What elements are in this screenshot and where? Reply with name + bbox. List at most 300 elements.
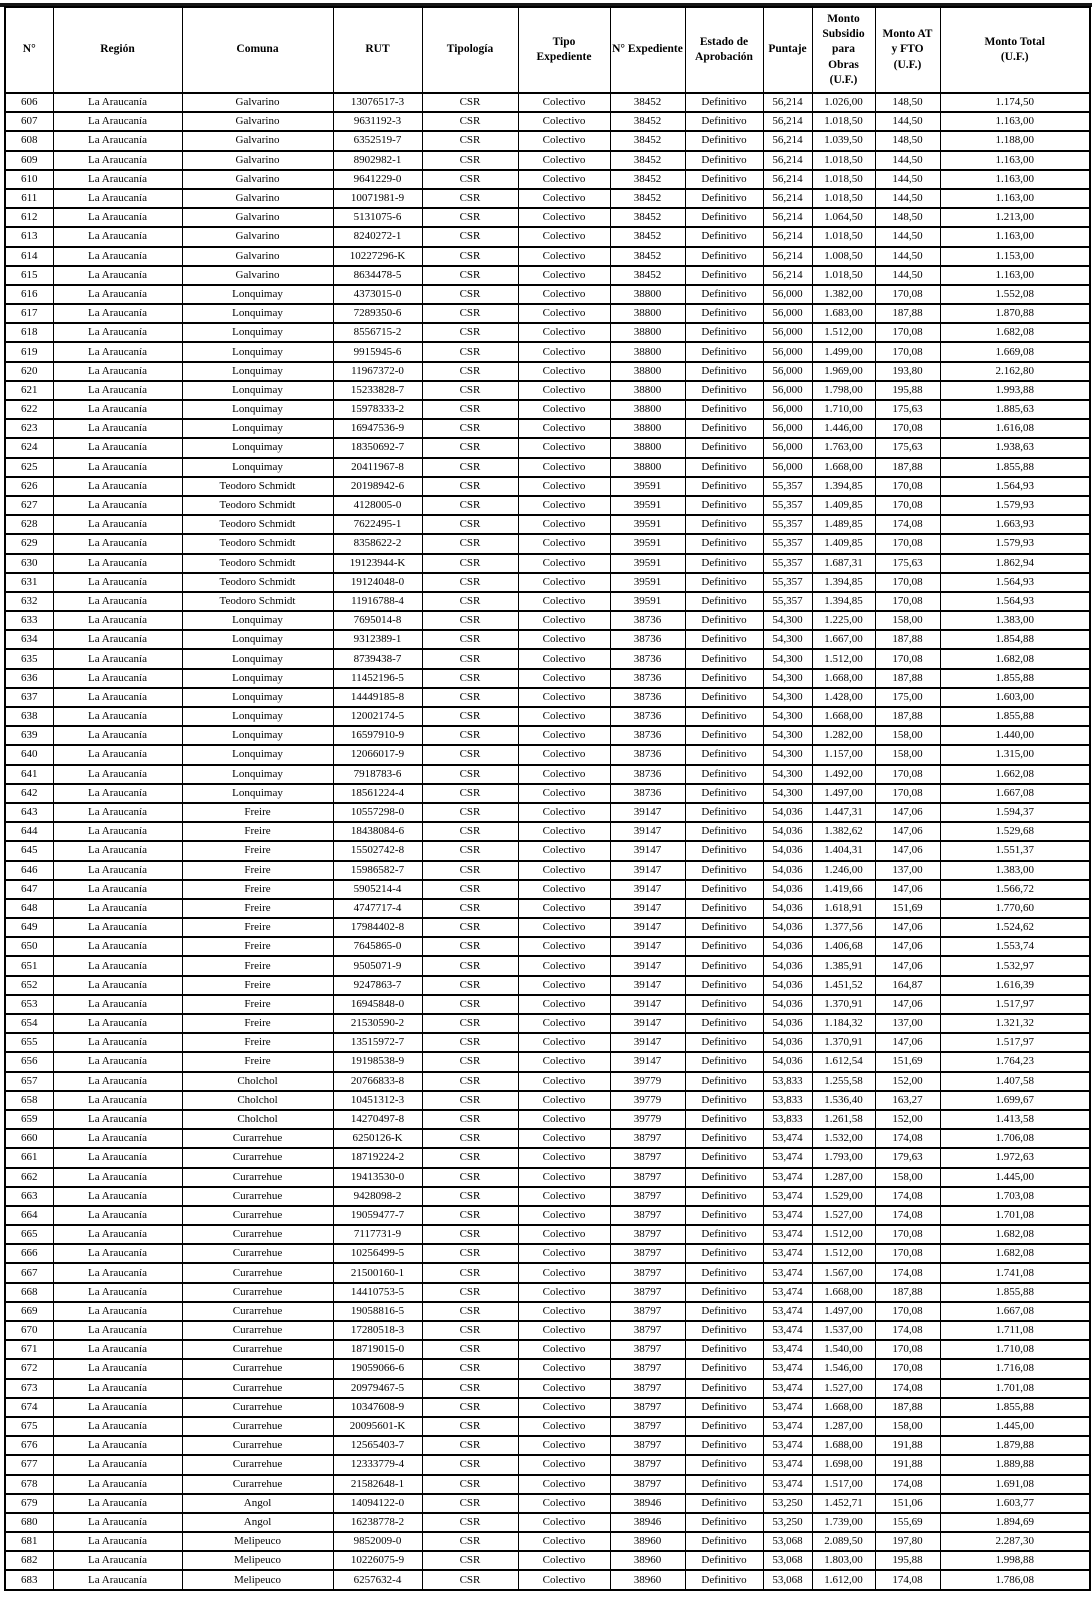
cell-comuna: Galvarino: [182, 266, 333, 285]
table-row: [5, 573, 1090, 592]
cell-rut: 13076517-3: [333, 93, 422, 112]
cell-monto_at_fto_uf: 197,80: [875, 1532, 940, 1551]
cell-tipologia: CSR: [422, 918, 518, 937]
cell-puntaje: 54,300: [763, 784, 812, 803]
cell-tipo_expediente: Colectivo: [518, 342, 610, 361]
cell-monto_total_uf: 1.682,08: [940, 649, 1090, 668]
cell-estado_aprobacion: Definitivo: [685, 1398, 763, 1417]
cell-puntaje: 54,036: [763, 880, 812, 899]
cell-puntaje: 56,000: [763, 458, 812, 477]
cell-region: La Araucanía: [53, 534, 182, 553]
cell-comuna: Freire: [182, 956, 333, 975]
cell-monto_at_fto_uf: 147,06: [875, 918, 940, 937]
cell-monto_subsidio_obras_uf: 1.618,91: [812, 899, 875, 918]
cell-puntaje: 53,474: [763, 1129, 812, 1148]
cell-monto_total_uf: 1.741,08: [940, 1263, 1090, 1282]
cell-monto_total_uf: 1.163,00: [940, 266, 1090, 285]
cell-monto_total_uf: 1.855,88: [940, 1398, 1090, 1417]
cell-region: La Araucanía: [53, 880, 182, 899]
cell-tipologia: CSR: [422, 573, 518, 592]
cell-region: La Araucanía: [53, 477, 182, 496]
cell-rut: 20095601-K: [333, 1417, 422, 1436]
cell-monto_at_fto_uf: 170,08: [875, 784, 940, 803]
cell-region: La Araucanía: [53, 1033, 182, 1052]
cell-numero_expediente: 38800: [610, 400, 685, 419]
cell-monto_total_uf: 1.786,08: [940, 1570, 1090, 1589]
cell-numero: 633: [5, 611, 53, 630]
cell-monto_at_fto_uf: 137,00: [875, 1014, 940, 1033]
cell-numero: 608: [5, 131, 53, 150]
cell-comuna: Teodoro Schmidt: [182, 573, 333, 592]
cell-comuna: Freire: [182, 1014, 333, 1033]
cell-numero: 622: [5, 400, 53, 419]
cell-puntaje: 54,300: [763, 649, 812, 668]
cell-rut: 6352519-7: [333, 131, 422, 150]
table-row: [5, 1187, 1090, 1206]
table-row: [5, 745, 1090, 764]
cell-numero: 630: [5, 554, 53, 573]
cell-monto_total_uf: 1.879,88: [940, 1436, 1090, 1455]
cell-monto_at_fto_uf: 148,50: [875, 93, 940, 112]
cell-numero: 620: [5, 362, 53, 381]
cell-monto_total_uf: 1.532,97: [940, 956, 1090, 975]
cell-estado_aprobacion: Definitivo: [685, 745, 763, 764]
table-row: [5, 131, 1090, 150]
table-row: [5, 611, 1090, 630]
cell-monto_at_fto_uf: 174,08: [875, 1570, 940, 1589]
cell-monto_subsidio_obras_uf: 2.089,50: [812, 1532, 875, 1551]
cell-monto_total_uf: 1.564,93: [940, 573, 1090, 592]
cell-comuna: Curarrehue: [182, 1129, 333, 1148]
cell-numero_expediente: 38797: [610, 1148, 685, 1167]
cell-puntaje: 53,474: [763, 1206, 812, 1225]
cell-region: La Araucanía: [53, 995, 182, 1014]
table-row: [5, 726, 1090, 745]
cell-estado_aprobacion: Definitivo: [685, 592, 763, 611]
cell-monto_total_uf: 1.603,77: [940, 1494, 1090, 1513]
cell-monto_total_uf: 1.163,00: [940, 170, 1090, 189]
cell-tipologia: CSR: [422, 1168, 518, 1187]
cell-numero_expediente: 38736: [610, 707, 685, 726]
cell-comuna: Lonquimay: [182, 419, 333, 438]
cell-monto_at_fto_uf: 144,50: [875, 189, 940, 208]
cell-monto_subsidio_obras_uf: 1.612,54: [812, 1052, 875, 1071]
cell-tipo_expediente: Colectivo: [518, 995, 610, 1014]
cell-numero_expediente: 39147: [610, 937, 685, 956]
cell-tipologia: CSR: [422, 976, 518, 995]
cell-numero: 657: [5, 1072, 53, 1091]
cell-rut: 21582648-1: [333, 1475, 422, 1494]
cell-region: La Araucanía: [53, 765, 182, 784]
cell-monto_subsidio_obras_uf: 1.026,00: [812, 93, 875, 112]
cell-puntaje: 56,000: [763, 419, 812, 438]
cell-rut: 8902982-1: [333, 151, 422, 170]
cell-puntaje: 53,250: [763, 1513, 812, 1532]
cell-puntaje: 56,000: [763, 323, 812, 342]
cell-monto_total_uf: 1.669,08: [940, 342, 1090, 361]
cell-monto_subsidio_obras_uf: 1.497,00: [812, 1302, 875, 1321]
cell-rut: 10347608-9: [333, 1398, 422, 1417]
cell-monto_total_uf: 1.854,88: [940, 630, 1090, 649]
cell-monto_subsidio_obras_uf: 1.018,50: [812, 227, 875, 246]
cell-estado_aprobacion: Definitivo: [685, 362, 763, 381]
cell-monto_at_fto_uf: 170,08: [875, 477, 940, 496]
cell-monto_total_uf: 1.315,00: [940, 745, 1090, 764]
cell-tipo_expediente: Colectivo: [518, 1398, 610, 1417]
cell-tipologia: CSR: [422, 1129, 518, 1148]
cell-comuna: Curarrehue: [182, 1379, 333, 1398]
cell-monto_total_uf: 1.163,00: [940, 189, 1090, 208]
cell-numero: 624: [5, 438, 53, 457]
cell-region: La Araucanía: [53, 400, 182, 419]
cell-tipo_expediente: Colectivo: [518, 419, 610, 438]
cell-monto_total_uf: 1.552,08: [940, 285, 1090, 304]
cell-numero_expediente: 38452: [610, 247, 685, 266]
cell-tipo_expediente: Colectivo: [518, 1263, 610, 1282]
cell-comuna: Freire: [182, 822, 333, 841]
cell-numero: 678: [5, 1475, 53, 1494]
cell-tipologia: CSR: [422, 112, 518, 131]
cell-region: La Araucanía: [53, 1475, 182, 1494]
cell-tipologia: CSR: [422, 438, 518, 457]
cell-numero: 613: [5, 227, 53, 246]
table-row: [5, 592, 1090, 611]
cell-monto_at_fto_uf: 174,08: [875, 1206, 940, 1225]
cell-region: La Araucanía: [53, 956, 182, 975]
cell-monto_subsidio_obras_uf: 1.546,00: [812, 1359, 875, 1378]
cell-tipo_expediente: Colectivo: [518, 669, 610, 688]
cell-numero: 679: [5, 1494, 53, 1513]
cell-monto_at_fto_uf: 147,06: [875, 822, 940, 841]
cell-numero_expediente: 39147: [610, 956, 685, 975]
cell-region: La Araucanía: [53, 1072, 182, 1091]
cell-numero_expediente: 39147: [610, 822, 685, 841]
cell-tipo_expediente: Colectivo: [518, 477, 610, 496]
cell-tipo_expediente: Colectivo: [518, 918, 610, 937]
cell-comuna: Freire: [182, 976, 333, 995]
cell-rut: 20411967-8: [333, 458, 422, 477]
cell-estado_aprobacion: Definitivo: [685, 1494, 763, 1513]
cell-monto_subsidio_obras_uf: 1.446,00: [812, 419, 875, 438]
cell-monto_at_fto_uf: 170,08: [875, 534, 940, 553]
cell-numero: 626: [5, 477, 53, 496]
cell-tipologia: CSR: [422, 1302, 518, 1321]
cell-puntaje: 55,357: [763, 477, 812, 496]
table-row: [5, 1014, 1090, 1033]
cell-rut: 14270497-8: [333, 1110, 422, 1129]
cell-monto_at_fto_uf: 147,06: [875, 956, 940, 975]
cell-region: La Araucanía: [53, 342, 182, 361]
cell-monto_subsidio_obras_uf: 1.419,66: [812, 880, 875, 899]
cell-rut: 12333779-4: [333, 1455, 422, 1474]
cell-tipo_expediente: Colectivo: [518, 1417, 610, 1436]
cell-comuna: Lonquimay: [182, 381, 333, 400]
cell-estado_aprobacion: Definitivo: [685, 1436, 763, 1455]
cell-estado_aprobacion: Definitivo: [685, 1072, 763, 1091]
table-row: [5, 1570, 1090, 1589]
cell-monto_at_fto_uf: 163,27: [875, 1091, 940, 1110]
cell-monto_at_fto_uf: 187,88: [875, 1283, 940, 1302]
table-row: [5, 1225, 1090, 1244]
cell-estado_aprobacion: Definitivo: [685, 765, 763, 784]
cell-monto_total_uf: 1.163,00: [940, 151, 1090, 170]
cell-region: La Araucanía: [53, 745, 182, 764]
cell-rut: 19059066-6: [333, 1359, 422, 1378]
cell-monto_subsidio_obras_uf: 1.385,91: [812, 956, 875, 975]
cell-region: La Araucanía: [53, 170, 182, 189]
cell-monto_subsidio_obras_uf: 1.394,85: [812, 477, 875, 496]
cell-numero: 612: [5, 208, 53, 227]
cell-monto_at_fto_uf: 174,08: [875, 515, 940, 534]
cell-rut: 19413530-0: [333, 1168, 422, 1187]
cell-numero: 645: [5, 841, 53, 860]
cell-tipologia: CSR: [422, 707, 518, 726]
table-row: [5, 1340, 1090, 1359]
cell-monto_subsidio_obras_uf: 1.382,00: [812, 285, 875, 304]
cell-monto_subsidio_obras_uf: 1.540,00: [812, 1340, 875, 1359]
cell-region: La Araucanía: [53, 1359, 182, 1378]
cell-tipo_expediente: Colectivo: [518, 362, 610, 381]
cell-monto_total_uf: 1.682,08: [940, 323, 1090, 342]
cell-comuna: Freire: [182, 918, 333, 937]
cell-numero: 680: [5, 1513, 53, 1532]
cell-monto_at_fto_uf: 170,08: [875, 1359, 940, 1378]
cell-numero: 644: [5, 822, 53, 841]
cell-monto_subsidio_obras_uf: 1.668,00: [812, 669, 875, 688]
table-row: [5, 803, 1090, 822]
cell-tipo_expediente: Colectivo: [518, 304, 610, 323]
cell-monto_total_uf: 1.855,88: [940, 1283, 1090, 1302]
cell-comuna: Cholchol: [182, 1091, 333, 1110]
cell-monto_subsidio_obras_uf: 1.798,00: [812, 381, 875, 400]
cell-numero_expediente: 38452: [610, 208, 685, 227]
cell-puntaje: 56,214: [763, 151, 812, 170]
cell-estado_aprobacion: Definitivo: [685, 1321, 763, 1340]
cell-comuna: Lonquimay: [182, 726, 333, 745]
cell-numero_expediente: 38797: [610, 1168, 685, 1187]
cell-rut: 6250126-K: [333, 1129, 422, 1148]
cell-monto_at_fto_uf: 187,88: [875, 304, 940, 323]
cell-numero_expediente: 38797: [610, 1302, 685, 1321]
results-table: [4, 6, 1091, 1591]
cell-tipologia: CSR: [422, 880, 518, 899]
cell-tipo_expediente: Colectivo: [518, 323, 610, 342]
cell-rut: 18719224-2: [333, 1148, 422, 1167]
cell-monto_total_uf: 1.764,23: [940, 1052, 1090, 1071]
cell-rut: 18350692-7: [333, 438, 422, 457]
cell-puntaje: 56,000: [763, 400, 812, 419]
cell-rut: 10226075-9: [333, 1551, 422, 1570]
cell-tipologia: CSR: [422, 1148, 518, 1167]
cell-tipologia: CSR: [422, 861, 518, 880]
cell-numero_expediente: 38800: [610, 342, 685, 361]
cell-puntaje: 53,474: [763, 1168, 812, 1187]
cell-monto_subsidio_obras_uf: 1.532,00: [812, 1129, 875, 1148]
cell-tipo_expediente: Colectivo: [518, 1455, 610, 1474]
cell-rut: 10451312-3: [333, 1091, 422, 1110]
cell-tipo_expediente: Colectivo: [518, 1340, 610, 1359]
column-header-estado_aprobacion: Estado de Aprobación: [685, 7, 763, 93]
cell-region: La Araucanía: [53, 630, 182, 649]
table-row: [5, 381, 1090, 400]
cell-rut: 11452196-5: [333, 669, 422, 688]
cell-monto_total_uf: 1.667,08: [940, 1302, 1090, 1321]
cell-estado_aprobacion: Definitivo: [685, 419, 763, 438]
cell-tipologia: CSR: [422, 93, 518, 112]
cell-estado_aprobacion: Definitivo: [685, 1187, 763, 1206]
cell-monto_total_uf: 1.616,39: [940, 976, 1090, 995]
cell-tipologia: CSR: [422, 400, 518, 419]
column-header-puntaje: Puntaje: [763, 7, 812, 93]
cell-comuna: Curarrehue: [182, 1263, 333, 1282]
cell-estado_aprobacion: Definitivo: [685, 1475, 763, 1494]
cell-rut: 19059477-7: [333, 1206, 422, 1225]
cell-puntaje: 54,036: [763, 937, 812, 956]
cell-estado_aprobacion: Definitivo: [685, 995, 763, 1014]
cell-comuna: Curarrehue: [182, 1475, 333, 1494]
cell-numero_expediente: 39591: [610, 477, 685, 496]
cell-puntaje: 53,474: [763, 1417, 812, 1436]
cell-region: La Araucanía: [53, 381, 182, 400]
table-row: [5, 937, 1090, 956]
cell-monto_subsidio_obras_uf: 1.529,00: [812, 1187, 875, 1206]
cell-estado_aprobacion: Definitivo: [685, 880, 763, 899]
cell-numero: 664: [5, 1206, 53, 1225]
cell-monto_at_fto_uf: 170,08: [875, 419, 940, 438]
cell-puntaje: 53,474: [763, 1475, 812, 1494]
cell-comuna: Cholchol: [182, 1072, 333, 1091]
cell-rut: 5905214-4: [333, 880, 422, 899]
cell-numero_expediente: 39591: [610, 496, 685, 515]
cell-region: La Araucanía: [53, 151, 182, 170]
cell-monto_at_fto_uf: 174,08: [875, 1263, 940, 1282]
cell-tipologia: CSR: [422, 669, 518, 688]
cell-estado_aprobacion: Definitivo: [685, 1244, 763, 1263]
cell-estado_aprobacion: Definitivo: [685, 534, 763, 553]
cell-numero: 637: [5, 688, 53, 707]
cell-monto_subsidio_obras_uf: 1.404,31: [812, 841, 875, 860]
cell-comuna: Teodoro Schmidt: [182, 477, 333, 496]
cell-monto_at_fto_uf: 174,08: [875, 1475, 940, 1494]
cell-monto_subsidio_obras_uf: 1.282,00: [812, 726, 875, 745]
cell-numero_expediente: 38736: [610, 630, 685, 649]
cell-comuna: Teodoro Schmidt: [182, 515, 333, 534]
cell-comuna: Lonquimay: [182, 323, 333, 342]
cell-estado_aprobacion: Definitivo: [685, 1551, 763, 1570]
cell-numero_expediente: 38960: [610, 1570, 685, 1589]
table-row: [5, 285, 1090, 304]
cell-rut: 11967372-0: [333, 362, 422, 381]
cell-monto_at_fto_uf: 187,88: [875, 630, 940, 649]
cell-comuna: Lonquimay: [182, 342, 333, 361]
cell-numero_expediente: 38736: [610, 745, 685, 764]
cell-tipologia: CSR: [422, 1072, 518, 1091]
cell-comuna: Galvarino: [182, 131, 333, 150]
cell-tipo_expediente: Colectivo: [518, 1359, 610, 1378]
cell-estado_aprobacion: Definitivo: [685, 841, 763, 860]
cell-monto_subsidio_obras_uf: 1.499,00: [812, 342, 875, 361]
cell-estado_aprobacion: Definitivo: [685, 976, 763, 995]
cell-numero: 669: [5, 1302, 53, 1321]
cell-numero_expediente: 38800: [610, 438, 685, 457]
cell-comuna: Curarrehue: [182, 1340, 333, 1359]
table-row: [5, 630, 1090, 649]
cell-tipo_expediente: Colectivo: [518, 803, 610, 822]
cell-region: La Araucanía: [53, 515, 182, 534]
cell-monto_at_fto_uf: 179,63: [875, 1148, 940, 1167]
cell-tipologia: CSR: [422, 1052, 518, 1071]
cell-numero: 625: [5, 458, 53, 477]
cell-estado_aprobacion: Definitivo: [685, 573, 763, 592]
cell-monto_subsidio_obras_uf: 1.793,00: [812, 1148, 875, 1167]
cell-region: La Araucanía: [53, 1263, 182, 1282]
cell-tipologia: CSR: [422, 841, 518, 860]
cell-monto_subsidio_obras_uf: 1.687,31: [812, 554, 875, 573]
cell-numero: 641: [5, 765, 53, 784]
table-row: [5, 458, 1090, 477]
cell-estado_aprobacion: Definitivo: [685, 131, 763, 150]
column-header-monto_subsidio_obras_uf: Monto Subsidio para Obras (U.F.): [812, 7, 875, 93]
cell-rut: 10557298-0: [333, 803, 422, 822]
cell-numero_expediente: 39779: [610, 1072, 685, 1091]
cell-tipologia: CSR: [422, 1475, 518, 1494]
cell-monto_total_uf: 1.564,93: [940, 477, 1090, 496]
cell-estado_aprobacion: Definitivo: [685, 400, 763, 419]
cell-tipologia: CSR: [422, 1091, 518, 1110]
cell-tipologia: CSR: [422, 1455, 518, 1474]
cell-tipo_expediente: Colectivo: [518, 1168, 610, 1187]
cell-numero_expediente: 39591: [610, 554, 685, 573]
table-row: [5, 1033, 1090, 1052]
table-row: [5, 247, 1090, 266]
cell-numero: 665: [5, 1225, 53, 1244]
cell-region: La Araucanía: [53, 496, 182, 515]
cell-monto_total_uf: 1.667,08: [940, 784, 1090, 803]
cell-monto_subsidio_obras_uf: 1.698,00: [812, 1455, 875, 1474]
cell-estado_aprobacion: Definitivo: [685, 899, 763, 918]
cell-comuna: Lonquimay: [182, 304, 333, 323]
cell-rut: 8634478-5: [333, 266, 422, 285]
cell-tipo_expediente: Colectivo: [518, 592, 610, 611]
cell-tipologia: CSR: [422, 1398, 518, 1417]
cell-comuna: Curarrehue: [182, 1187, 333, 1206]
cell-estado_aprobacion: Definitivo: [685, 1359, 763, 1378]
cell-estado_aprobacion: Definitivo: [685, 323, 763, 342]
cell-puntaje: 53,833: [763, 1110, 812, 1129]
cell-monto_subsidio_obras_uf: 1.489,85: [812, 515, 875, 534]
cell-numero_expediente: 39779: [610, 1110, 685, 1129]
cell-tipologia: CSR: [422, 592, 518, 611]
cell-region: La Araucanía: [53, 1494, 182, 1513]
cell-rut: 9915945-6: [333, 342, 422, 361]
cell-monto_total_uf: 1.188,00: [940, 131, 1090, 150]
cell-rut: 7622495-1: [333, 515, 422, 534]
cell-monto_at_fto_uf: 187,88: [875, 669, 940, 688]
cell-numero_expediente: 39779: [610, 1091, 685, 1110]
column-header-monto_total_uf: Monto Total (U.F.): [940, 7, 1090, 93]
cell-tipo_expediente: Colectivo: [518, 1129, 610, 1148]
cell-monto_subsidio_obras_uf: 1.668,00: [812, 1398, 875, 1417]
cell-monto_subsidio_obras_uf: 1.064,50: [812, 208, 875, 227]
cell-numero_expediente: 39591: [610, 573, 685, 592]
cell-tipo_expediente: Colectivo: [518, 1052, 610, 1071]
cell-monto_subsidio_obras_uf: 1.517,00: [812, 1475, 875, 1494]
cell-rut: 16238778-2: [333, 1513, 422, 1532]
cell-comuna: Lonquimay: [182, 784, 333, 803]
cell-numero_expediente: 38800: [610, 419, 685, 438]
cell-numero: 668: [5, 1283, 53, 1302]
cell-monto_subsidio_obras_uf: 1.370,91: [812, 1033, 875, 1052]
